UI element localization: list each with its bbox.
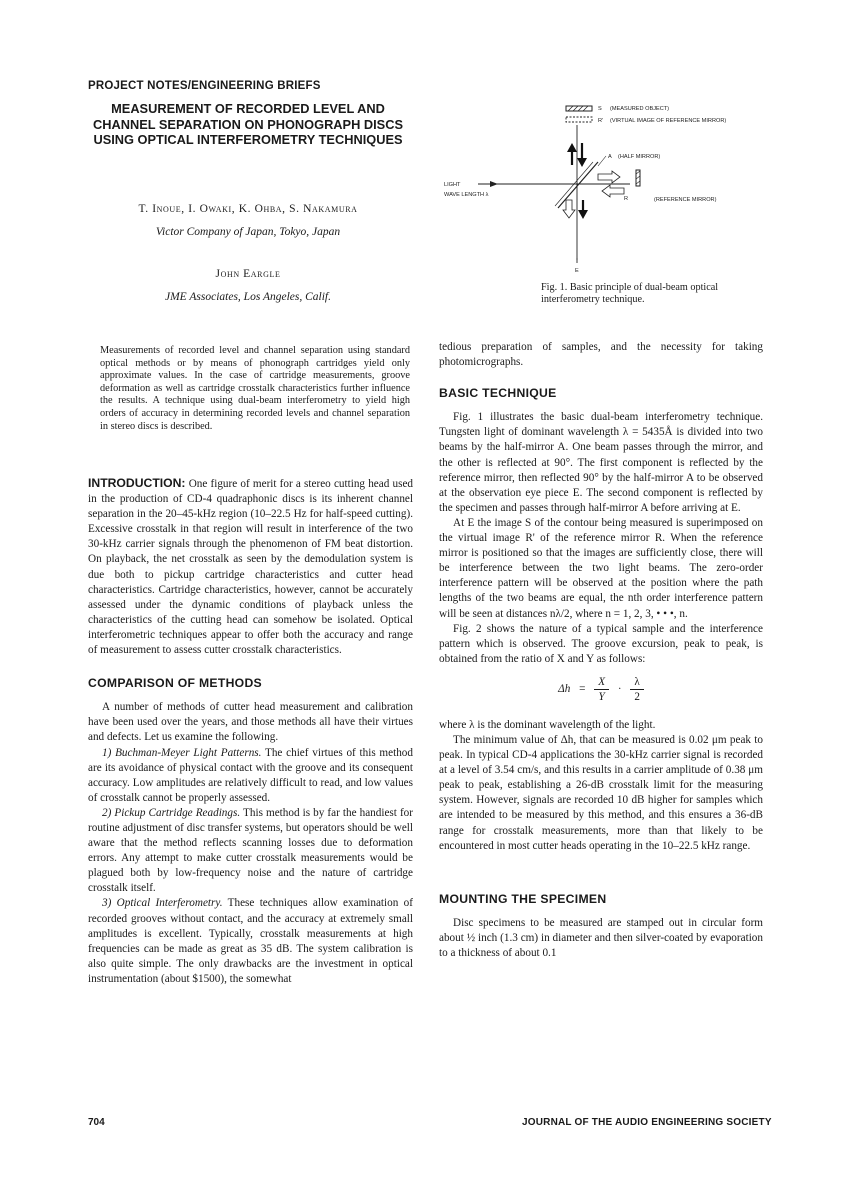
abstract: Measurements of recorded level and channel separation using standard optical methods or by means of phonograph cartridges yield only approximate values. In the case of cartridge measurements, groove deformation as well as cartridge crosstalk characteristics further influence the results. A technique using dual-beam interferometry to yield high orders of accuracy in determining recorded levels and channel separation in stereo discs is described. <box>100 345 410 432</box>
label-a-desc: (HALF MIRROR) <box>618 154 661 160</box>
equation <box>439 675 763 704</box>
eq-equals: = <box>579 682 586 695</box>
eq-den-2: 2 <box>634 690 640 703</box>
eq-fraction-1 <box>594 675 609 704</box>
right-column <box>439 340 763 961</box>
half-mirror-shape <box>558 162 598 208</box>
label-e: E <box>575 268 579 274</box>
comparison-intro: A number of methods of cutter head measurement and calibration have been used over the years, and those methods all have their virtues and defects. Let us examine the following. <box>88 701 413 744</box>
comparison-item-3 <box>88 896 413 987</box>
basic-technique-heading: BASIC TECHNIQUE <box>439 386 557 401</box>
label-light: LIGHT <box>444 182 461 188</box>
introduction-heading: INTRODUCTION: <box>88 476 186 490</box>
label-r-desc: (REFERENCE MIRROR) <box>654 197 717 203</box>
section-label: PROJECT NOTES/ENGINEERING BRIEFS <box>88 80 321 92</box>
comparison-item-1 <box>88 746 413 806</box>
mounting-paragraph-1: Disc specimens to be measured are stamped out in circular form about ½ inch (1.3 cm) in diameter and then silver-coated by evaporation to a thickness of about 0.1 <box>439 916 763 959</box>
label-r-prime: R' <box>598 118 604 124</box>
label-a: A <box>608 154 612 160</box>
intro-paragraph <box>88 476 413 658</box>
basic-paragraph-3: Fig. 2 shows the nature of a typical sample and the interference pattern which is observed. The groove excursion, peak to peak, is obtained from the ratio of X and Y as follows: <box>439 622 763 665</box>
journal-name: JOURNAL OF THE AUDIO ENGINEERING SOCIETY <box>522 1117 772 1128</box>
eq-num-2: λ <box>630 675 643 690</box>
item-2-text: This method is by far the handiest for routine adjustment of disc transfer systems, but operators should be well aware that the method reflects scanning losses due to deformation errors. Any attempt to make cutter crosstalk measurements would be plagued both by low-frequency noise and the nature of cartridge crosstalk itself. <box>88 806 413 895</box>
eq-den-1: Y <box>598 690 605 703</box>
article-title: MEASUREMENT OF RECORDED LEVEL AND CHANNEL SEPARATION ON PHONOGRAPH DISCS USING OPTICAL INTERFEROMETRY TECHNIQUES <box>93 101 403 147</box>
label-r: R <box>624 196 629 202</box>
item-3-label: 3) Optical Interferometry. <box>102 897 223 910</box>
basic-paragraph-1: Fig. 1 illustrates the basic dual-beam interferometry technique. Tungsten light of dominant wavelength λ = 5435Å is divided into two beams by the half-mirror A. One beam passes through the mirror, and the other is reflected at 90°. The first component is reflected by the reference mirror, then reflected 90° by the half-mirror A to be observed at the observation eye piece E. The second component is reflected by the specimen and passes through half-mirror A before arriving at E. <box>439 411 763 514</box>
item-1-label: 1) Buchman-Meyer Light Patterns. <box>102 746 262 759</box>
item-2-label: 2) Pickup Cartridge Readings. <box>102 806 241 819</box>
eq-dot: · <box>617 682 622 695</box>
item-3-text: These techniques allow examination of recorded grooves without contact, and the accuracy at extremely small amplitudes is excellent. Typically, crosstalk measurements at high frequencies can be made as great as 35 dB. The system calibration is also quite simple. The only drawbacks are the investment in optical instrumentation (about $1500), the somewhat <box>88 897 413 985</box>
affiliation-2: JME Associates, Los Angeles, Calif. <box>165 291 331 303</box>
label-wave-length: WAVE LENGTH λ <box>444 192 489 198</box>
basic-paragraph-5: The minimum value of Δh, that can be measured is 0.02 μm peak to peak. In typical CD-4 applications the 30-kHz carrier signal is recorded at a level of 3.54 cm/s, and this results in a carrier amplitude of 0.38 μm peak to peak, establishing a 26-dB crosstalk limit for the measuring system. However, signals are recorded 10 dB higher for samples which are intended to be measured by this method, and this ensures a 36-dB range for crosstalk measurements, more than that likely to be encountered in most cutter heads operating in the 10–22.5 kHz range. <box>439 733 763 852</box>
item-1-text: The chief virtues of this method are its avoidance of physical contact with the groove and its consequent accuracy. Low amplitudes are relatively difficult to read, and low values of crosstalk cannot be properly assessed. <box>88 746 413 804</box>
mounting-heading: MOUNTING THE SPECIMEN <box>439 891 607 906</box>
comparison-heading: COMPARISON OF METHODS <box>88 676 262 691</box>
left-column <box>88 476 413 987</box>
label-s: S <box>598 106 602 112</box>
basic-paragraph-4: where λ is the dominant wavelength of the light. <box>439 718 656 731</box>
page-number: 704 <box>88 1117 105 1128</box>
figure-1-diagram <box>440 100 770 280</box>
introduction-text: One figure of merit for a stereo cutting head used in the production of CD-4 quadraphonic discs is its inherent channel separation in the 20–45-kHz region (10–22.5 Hz for half-speed cutting). Excessive crosstalk in that region will result in interference of the two 30-kHz carrier signals through the phenomenon of FM beat distortion. On playback, the net crosstalk as seen by the demodulation system is due both to pickup cartridge characteristics and cutter head characteristics. Cartridge characteristics, however, cannot be accurately assessed under the dynamic conditions of playback unless the characteristics of the cutting head can somehow be isolated. Optical interferometric techniques appear to offer both the accuracy and range of measurement to assess cutter crosstalk characteristics. <box>88 478 414 657</box>
label-s-desc: (MEASURED OBJECT) <box>610 106 670 112</box>
figure-caption: Fig. 1. Basic principle of dual-beam optical interferometry technique. <box>541 282 719 305</box>
right-intro: tedious preparation of samples, and the necessity for taking photomicrographs. <box>439 341 763 369</box>
label-r-prime-desc: (VIRTUAL IMAGE OF REFERENCE MIRROR) <box>610 118 727 124</box>
eq-lhs: Δh <box>558 682 571 695</box>
affiliation: Victor Company of Japan, Tokyo, Japan <box>155 226 341 238</box>
eq-num-1: X <box>594 675 609 690</box>
eq-fraction-2 <box>630 675 643 704</box>
authors: T. Inoue, I. Owaki, K. Ohba, S. Nakamura <box>138 203 358 215</box>
basic-paragraph-2: At E the image S of the contour being measured is superimposed on the virtual image R' of the reference mirror R. When the reference mirror is positioned so that the images are sufficiently close, there will be interference between the two light beams. The zero-order interference pattern will be observed at the position where the path lengths of the two beams are equal, the nth order interference pattern will be seen at distances nλ/2, where n = 1, 2, 3, • • •, n. <box>439 516 763 620</box>
virtual-image-shape <box>566 117 592 122</box>
author-2: John Eargle <box>215 268 281 280</box>
comparison-item-2 <box>88 806 413 897</box>
